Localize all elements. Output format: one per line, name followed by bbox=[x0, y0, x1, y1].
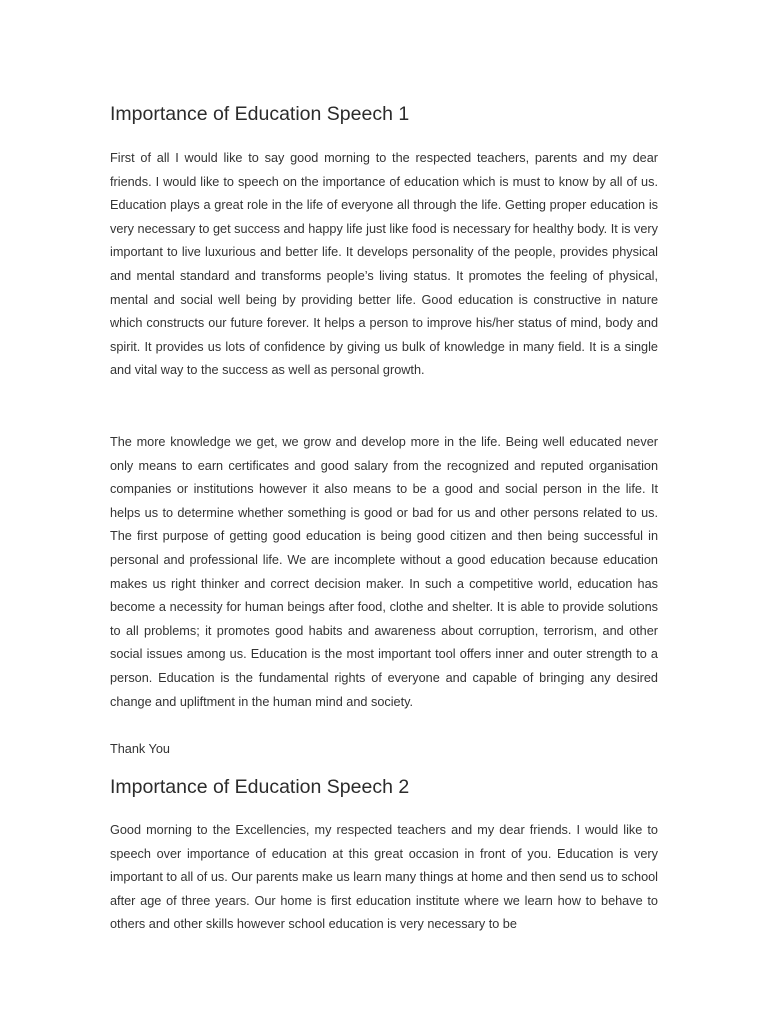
speech-1-title: Importance of Education Speech 1 bbox=[110, 103, 410, 125]
speech-2-paragraph-1: Good morning to the Excellencies, my respected teachers and my dear friends. I would like to speech over importance of education at this great occasion in front of you. Education is very important to all of us. Our parents make us learn many things at home and then send us to school after age of three years. Our home is first education institute where we learn how to behave to others and other skills however school education is very necessary to be bbox=[110, 823, 658, 932]
speech-1-closing: Thank You bbox=[110, 742, 170, 756]
speech-1-paragraph-1: First of all I would like to say good morning to the respected teachers, parents and my dear friends. I would like to speech on the importance of education which is must to know by all of us. Education plays a great role in the life of everyone all through the life. Getting proper education is very necessary to get success and happy life just like food is necessary for healthy body. It is very important to live luxurious and better life. It develops personality of the people, provides physical and mental standard and transforms people’s living status. It promotes the feeling of physical, mental and social well being by providing better life. Good education is constructive in nature which constructs our future forever. It helps a person to improve his/her status of mind, body and spirit. It provides us lots of confidence by giving us bulk of knowledge in many field. It is a single and vital way to the success as well as personal growth. bbox=[110, 151, 658, 378]
speech-2-title: Importance of Education Speech 2 bbox=[110, 776, 410, 798]
speech-1-paragraph-2: The more knowledge we get, we grow and develop more in the life. Being well educated never only means to earn certificates and good salary from the recognized and reputed organisation companies or institutions however it also means to be a good and social person in the life. It helps us to determine whether something is good or bad for us and other persons related to us. The first purpose of getting good education is being good citizen and then being successful in personal and professional life. We are incomplete without a good education because education makes us right thinker and correct decision maker. In such a competitive world, education has become a necessity for human beings after food, clothe and shelter. It is able to provide solutions to all problems; it promotes good habits and awareness about corruption, terrorism, and other social issues among us. Education is the most important tool offers inner and outer strength to a person. Education is the fundamental rights of everyone and capable of bringing any desired change and upliftment in the human mind and society. bbox=[110, 435, 658, 709]
